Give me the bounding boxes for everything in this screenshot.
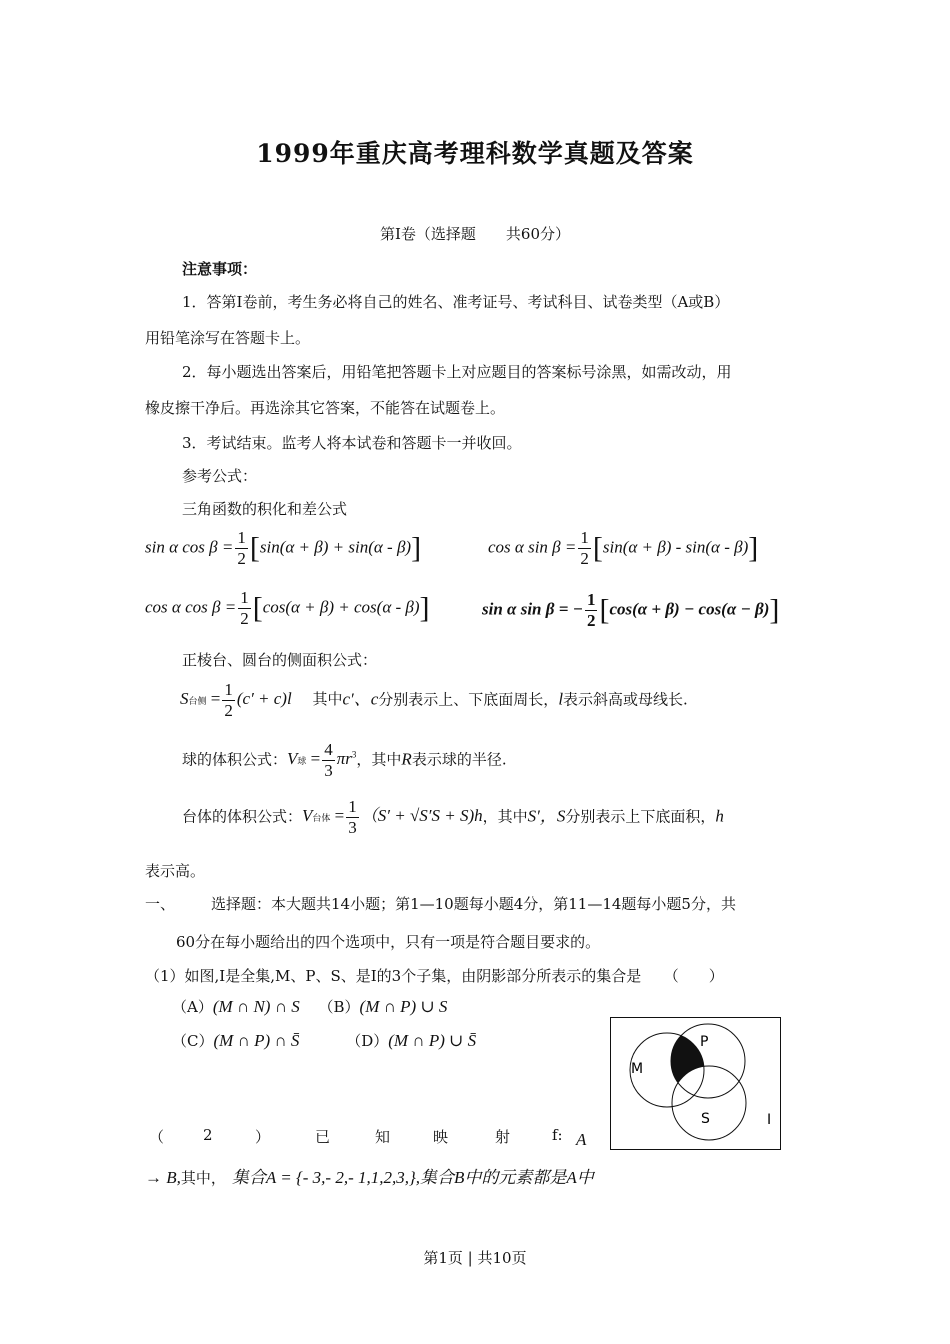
venn-diagram	[610, 1017, 781, 1150]
platform-volume-formula: 台体的体积公式：V台体 = $\frac{1}{3}$ （S′ + √S′S + S)h，其中S′，S分别表示上下底面积，h	[182, 797, 724, 837]
fraction-one-half: $\frac{1}{2}$	[586, 590, 596, 630]
notice-item-2-line1: 2．每小题选出答案后，用铅笔把答题卡上对应题目的答案标号涂黑，如需改动，用	[182, 363, 732, 381]
fraction-one-half: $\frac{1}{2}$	[240, 588, 249, 628]
q1-option-a: (M ∩ N) ∩ S	[212, 997, 300, 1016]
formula-cos-cos: cos α cos β = $\frac{1}{2}$ [cos(α + β) + cos(α - β)]	[145, 588, 430, 628]
formula-sin-cos: sin α cos β = $\frac{1}{2}$ [sin(α + β) + sin(α - β)]	[145, 528, 422, 568]
formula-rhs: sin(α + β) + sin(α - β)	[259, 537, 412, 557]
q1-option-b: (M ∩ P) ∪ S	[359, 997, 448, 1016]
q1-option-c-label: （C）	[172, 1032, 214, 1050]
trig-formulas-label: 三角函数的积化和差公式	[182, 500, 348, 518]
fraction-one-half: $\frac{1}{2}$	[237, 528, 246, 568]
sphere-volume-formula: 球的体积公式：V球 = $\frac{4}{3}$ $\pi r^3$，其中R表示球的半径.	[182, 740, 507, 780]
venn-label-s: S	[701, 1111, 710, 1127]
q1-option-d: (M ∩ P) ∪ S̄	[388, 1031, 477, 1050]
formula-lhs: sin α sin β = −	[482, 599, 583, 619]
q1-options-cd	[172, 1030, 476, 1051]
formula-rhs: cos(α + β) + cos(α - β)	[262, 597, 420, 617]
notice-heading: 注意事项：	[182, 260, 258, 278]
part1-label: 一、	[145, 895, 176, 913]
q1-stem: （1）如图,Ⅰ是全集,M、P、S、是Ⅰ的3个子集，由阴影部分所表示的集合是 （ ）	[145, 967, 724, 985]
q1-option-a-label: （A）	[172, 998, 213, 1016]
notice-item-3: 3．考试结束。监考人将本试卷和答题卡一并收回。	[182, 434, 522, 452]
platform-volume-desc-end: 表示高。	[145, 862, 206, 880]
formula-lhs: cos α sin β =	[488, 537, 577, 557]
part1-line2: 60分在每小题给出的四个选项中，只有一项是符合题目要求的。	[176, 933, 601, 951]
notice-item-2-line2: 橡皮擦干净后。再选涂其它答案，不能答在试题卷上。	[145, 399, 506, 417]
formula-rhs: cos(α + β) − cos(α − β)	[609, 599, 770, 619]
q1-options-ab	[172, 996, 447, 1017]
venn-label-p: P	[700, 1034, 709, 1050]
page-title: 1999年重庆高考理科数学真题及答案	[256, 139, 694, 168]
frustum-area-label: 正棱台、圆台的侧面积公式：	[182, 651, 378, 669]
formula-sin-sin: sin α sin β = − $\frac{1}{2}$ [cos(α + β) − cos(α − β)]	[482, 590, 780, 630]
formula-cos-sin: cos α sin β = $\frac{1}{2}$ [sin(α + β) - sin(α - β)]	[488, 528, 759, 568]
notice-item-1-line1: 1．答第Ⅰ卷前，考生务必将自己的姓名、准考证号、考试科目、试卷类型（A或B）	[182, 293, 730, 311]
section-header: 第Ⅰ卷（选择题 共60分）	[379, 225, 570, 243]
q1-option-b-label: （B）	[318, 998, 360, 1016]
formula-rhs: sin(α + β) - sin(α - β)	[602, 537, 749, 557]
notice-item-1-line2: 用铅笔涂写在答题卡上。	[145, 329, 311, 347]
frustum-area-formula: S台侧 = $\frac{1}{2}$ (c′ + c)l 其中c′、c分别表示上、下底面周长，l表示斜高或母线长.	[180, 680, 688, 720]
fraction-one-half: $\frac{1}{2}$	[580, 528, 589, 568]
q1-option-c: (M ∩ P) ∩ S̄	[213, 1031, 300, 1050]
reference-formulas-label: 参考公式：	[182, 467, 258, 485]
venn-label-m: M	[631, 1061, 644, 1077]
page-footer: 第1页 | 共10页	[423, 1249, 527, 1267]
q1-option-d-label: （D）	[346, 1032, 389, 1050]
q2-line2: → B,其中， 集合A = {- 3,- 2,- 1,1,2,3,},集合B中的元素都是A中	[145, 1168, 594, 1187]
part1-line1: 选择题：本大题共14小题；第1—10题每小题4分，第11—14题每小题5分，共	[211, 895, 736, 913]
formula-lhs: cos α cos β =	[145, 597, 237, 617]
venn-label-universe: I	[767, 1112, 772, 1128]
formula-lhs: sin α cos β =	[145, 537, 234, 557]
